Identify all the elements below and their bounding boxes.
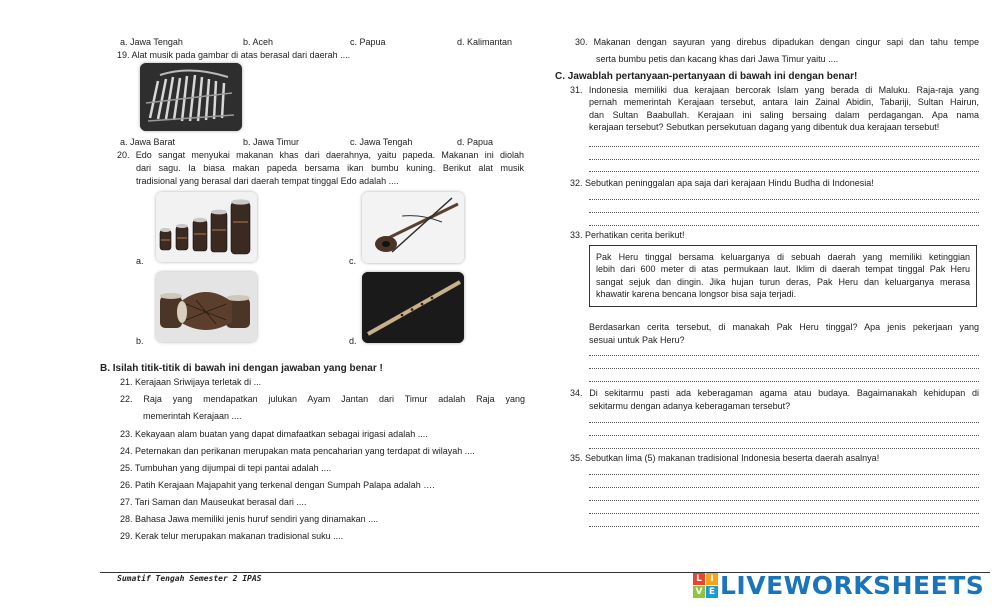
q35-answer-line-3[interactable] <box>589 500 979 501</box>
q29-text: 29. Kerak telur merupakan makanan tradisional suku .... <box>120 531 344 541</box>
tifa-drums-image <box>156 192 257 262</box>
q33-question-line-2: sesuai untuk Pak Heru? <box>589 335 685 345</box>
q20-line-2: dari sagu. Ia biasa makan papeda bersama ikan bumbu kuning. Berikut alat musik <box>136 163 524 173</box>
q34-answer-line-3[interactable] <box>589 448 979 449</box>
logo-tile-i: I <box>706 573 718 585</box>
q32-text: 32. Sebutkan peninggalan apa saja dari kerajaan Hindu Budha di Indonesia! <box>570 178 874 188</box>
logo-tile-l: L <box>693 573 705 585</box>
section-b-heading: B. Isilah titik-titik di bawah ini dengan jawaban yang benar ! <box>100 363 383 374</box>
q32-answer-line-2[interactable] <box>589 212 979 213</box>
q35-text: 35. Sebutkan lima (5) makanan tradisional Indonesia beserta daerah asalnya! <box>570 453 880 463</box>
kendang-drums-image <box>156 272 257 342</box>
q33-question-line-1: Berdasarkan cerita tersebut, di manakah Pak Heru tinggal? Apa jenis pekerjaan yang <box>589 322 979 332</box>
q32-answer-line-1[interactable] <box>589 199 979 200</box>
q31-line-4: kerajaan tersebut? Sebutkan persekutuan dagang yang dibentuk dua kerajaan tersebut! <box>589 122 940 132</box>
q33-text: 33. Perhatikan cerita berikut! <box>570 230 685 240</box>
q35-answer-line-4[interactable] <box>589 513 979 514</box>
q35-answer-line-1[interactable] <box>589 474 979 475</box>
q31-answer-line-2[interactable] <box>589 159 979 160</box>
angklung-image <box>140 63 242 131</box>
flute-image <box>362 272 464 343</box>
stringed-instrument-image <box>362 192 464 263</box>
q31-answer-line-3[interactable] <box>589 171 979 172</box>
q30-line-2: serta bumbu petis dan kacang khas dari Jawa Timur yaitu .... <box>596 54 839 64</box>
q23-text: 23. Kekayaan alam buatan yang dapat dimafaatkan sebagai irigasi adalah .... <box>120 429 428 439</box>
q20-label-b: b. <box>136 336 144 346</box>
q31-line-1: 31. Indonesia memiliki dua kerajaan bercorak Islam yang berada di Maluku. Raja-raja yang <box>570 85 979 95</box>
q19-text: 19. Alat musik pada gambar di atas berasal dari daerah .... <box>117 50 351 60</box>
q33-answer-line-1[interactable] <box>589 355 979 356</box>
logo-tiles-icon <box>693 573 718 598</box>
q20-line-3: tradisional yang berasal dari daerah tempat tinggal Edo adalah .... <box>136 176 399 186</box>
q33-answer-line-2[interactable] <box>589 368 979 369</box>
q35-answer-line-5[interactable] <box>589 526 979 527</box>
footer-text: Sumatif Tengah Semester 2 IPAS <box>117 574 262 583</box>
q20-label-d: d. <box>349 336 357 346</box>
q21-text: 21. Kerajaan Sriwijaya terletak di ... <box>120 377 262 387</box>
q19-option-a: a. Jawa Barat <box>120 137 176 147</box>
q25-text: 25. Tumbuhan yang dijumpai di tepi pantai adalah .... <box>120 463 332 473</box>
q22-text: 22. Raja yang mendapatkan julukan Ayam Jantan dari Timur adalah Raja yang <box>120 394 525 404</box>
story-line-4: khawatir karena bencana longsor bisa saja terjadi. <box>596 289 797 299</box>
q24-text: 24. Peternakan dan perikanan merupakan mata pencaharian yang terdapat di wilayah .... <box>120 446 475 456</box>
q34-line-1: 34. Di sekitarmu pasti ada keberagaman agama atau budaya. Bagaimanakah kehidupan di <box>570 388 979 398</box>
q31-line-3: dan Sultan Baabullah. Kerajaan ini saling bersaing dalam perdagangan. Apa nama <box>589 110 979 120</box>
logo-tile-e: E <box>706 586 718 598</box>
q19-option-b: b. Jawa Timur <box>243 137 300 147</box>
q22-text-cont: memerintah Kerajaan .... <box>143 411 242 421</box>
q33-answer-line-3[interactable] <box>589 381 979 382</box>
q32-answer-line-3[interactable] <box>589 225 979 226</box>
q19-option-c: c. Jawa Tengah <box>350 137 413 147</box>
q19-option-d: d. Papua <box>457 137 494 147</box>
section-c-heading: C. Jawablah pertanyaan-pertanyaan di bawah ini dengan benar! <box>555 71 858 82</box>
liveworksheets-logo <box>693 569 984 601</box>
q20-label-a: a. <box>136 256 144 266</box>
q35-answer-line-2[interactable] <box>589 487 979 488</box>
q30-line-1: 30. Makanan dengan sayuran yang direbus dipadukan dengan cingur sapi dan tahu tempe <box>575 37 979 47</box>
story-line-3: sangat sejuk dan dingin. Jika hujan turun deras, Pak Heru dan keluarganya merasa <box>596 277 970 287</box>
logo-tile-v: V <box>693 586 705 598</box>
q31-answer-line-1[interactable] <box>589 146 979 147</box>
q28-text: 28. Bahasa Jawa memiliki jenis huruf sendiri yang dinamakan .... <box>120 514 379 524</box>
story-line-2: lebih dari 600 meter di atas permukaan laut. Iklim di daerah tempat tinggal Pak Heru <box>596 264 970 274</box>
story-line-1: Pak Heru tinggal bersama keluarganya di sebuah daerah yang memiliki ketinggian <box>596 252 970 262</box>
q26-text: 26. Patih Kerajaan Majapahit yang terkenal dengan Sumpah Palapa adalah …. <box>120 480 435 490</box>
q31-line-2: pernah memerintah Kerajaan tersebut, antara lain Zainal Abidin, Tabariji, Sultan Hairun, <box>589 97 979 107</box>
q20-line-1: 20. Edo sangat menyukai makanan khas dari daerahnya, yaitu papeda. Makanan ini diolah <box>117 150 524 160</box>
q20-label-c: c. <box>349 256 357 266</box>
q18-option-b: b. Aceh <box>243 37 274 47</box>
q18-option-d: d. Kalimantan <box>457 37 513 47</box>
q18-option-c: c. Papua <box>350 37 386 47</box>
q34-line-2: sekitarmu dengan adanya keberagaman tersebut? <box>589 401 791 411</box>
q34-answer-line-2[interactable] <box>589 435 979 436</box>
q27-text: 27. Tari Saman dan Mauseukat berasal dari .... <box>120 497 307 507</box>
q34-answer-line-1[interactable] <box>589 422 979 423</box>
logo-wordmark: LIVEWORKSHEETS <box>720 570 985 600</box>
q18-option-a: a. Jawa Tengah <box>120 37 183 47</box>
